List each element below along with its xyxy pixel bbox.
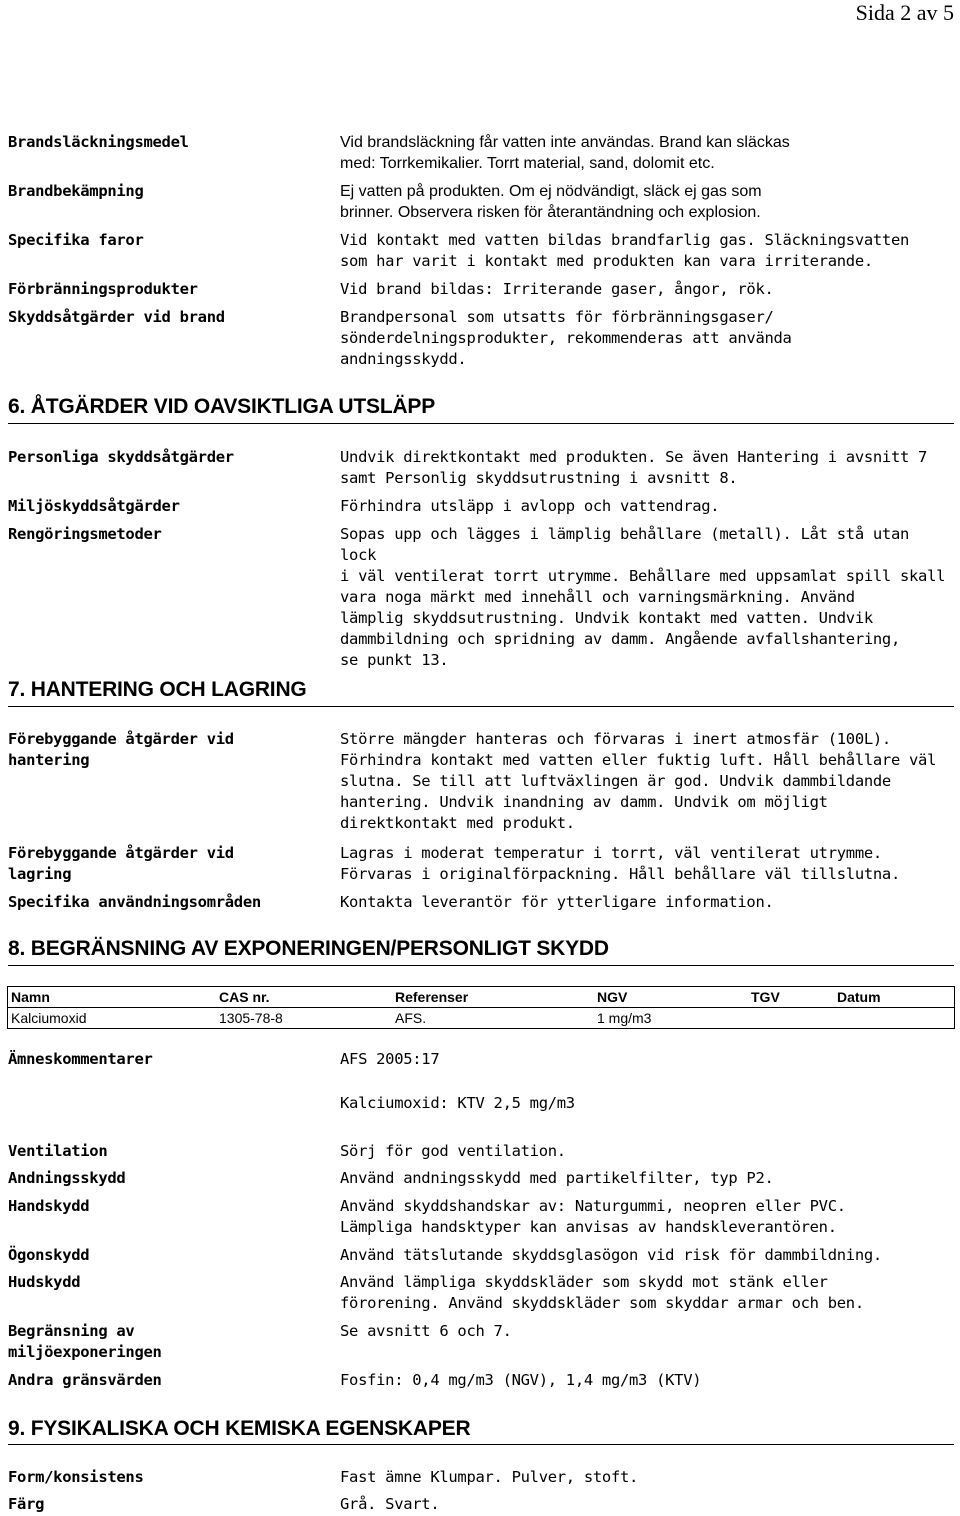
value-line: som har varit i kontakt med produkten kan vara irriterande. (340, 252, 873, 270)
row-label (8, 1321, 162, 1363)
value-line: Fast ämne Klumpar. Pulver, stoft. (340, 1468, 639, 1486)
section-divider (8, 965, 954, 966)
column-header: NGV (594, 987, 748, 1008)
row-value (340, 307, 950, 370)
label-line: hantering (8, 751, 90, 769)
value-line: samt Personlig skyddsutrustning i avsnitt 8. (340, 469, 738, 487)
value-line: slutna. Se till att luftväxlingen är god. Undvik dammbildande (340, 772, 891, 790)
value-line: Sörj för god ventilation. (340, 1142, 566, 1160)
value-line: Vid kontakt med vatten bildas brandfarlig gas. Släckningsvatten (340, 231, 910, 249)
value-line: Undvik direktkontakt med produkten. Se även Hantering i avsnitt 7 (340, 448, 928, 466)
column-header: TGV (748, 987, 834, 1008)
value-line: sönderdelningsprodukter, rekommenderas att använda (340, 329, 792, 347)
value-line: Lämpliga handsktyper kan anvisas av handskleverantören. (340, 1218, 837, 1236)
label-line: Färg (8, 1495, 45, 1513)
value-line: se punkt 13. (340, 651, 449, 669)
exposure-table (7, 986, 955, 1029)
row-value (340, 729, 950, 834)
value-line: lämplig skyddsutrustning. Undvik kontakt med vatten. Undvik (340, 609, 873, 627)
page-number: Sida 2 av 5 (855, 0, 954, 25)
value-line: direktkontakt med produkt. (340, 814, 575, 832)
column-header: Datum (834, 987, 955, 1008)
row-value (340, 132, 950, 174)
value-line: Använd skyddshandskar av: Naturgummi, neopren eller PVC. (340, 1197, 846, 1215)
table-cell: Kalciumoxid (8, 1008, 217, 1029)
section-6-title: 6. ÅTGÄRDER VID OAVSIKTLIGA UTSLÄPP (8, 395, 436, 418)
row-label: Specifika faror (8, 231, 144, 249)
row-value (340, 1467, 950, 1488)
row-label (8, 1272, 80, 1293)
table-cell (834, 1008, 955, 1029)
label-line: Form/konsistens (8, 1468, 144, 1486)
table-cell: 1305-78-8 (216, 1008, 392, 1029)
value-line: hantering. Undvik inandning av damm. Undvik om möjligt (340, 793, 828, 811)
row-value (340, 1141, 950, 1162)
value-line: Se avsnitt 6 och 7. (340, 1322, 512, 1340)
value-line: Använd tätslutande skyddsglasögon vid risk för dammbildning. (340, 1246, 882, 1264)
label-line: Handskydd (8, 1197, 90, 1215)
row-label: Skyddsåtgärder vid brand (8, 308, 225, 326)
section-divider (8, 423, 954, 424)
section-divider (8, 1444, 954, 1445)
row-value (340, 1494, 950, 1515)
value-line: andningsskydd. (340, 350, 467, 368)
row-label: Brandsläckningsmedel (8, 133, 189, 151)
row-label: Ämneskommentarer (8, 1050, 153, 1068)
label-line: miljöexponeringen (8, 1343, 162, 1361)
value-line: dammbildning och spridning av damm. Angående avfallshantering, (340, 630, 900, 648)
value-line: Brandpersonal som utsatts för förbränningsgaser/ (340, 308, 774, 326)
value-line: Använd lämpliga skyddskläder som skydd mot stänk eller (340, 1273, 828, 1291)
row-value (340, 1272, 950, 1314)
label-line: Förebyggande åtgärder vid (8, 844, 234, 862)
row-value (340, 843, 950, 885)
label-line: Andra gränsvärden (8, 1371, 162, 1389)
value-line: Ej vatten på produkten. Om ej nödvändigt, släck ej gas som (340, 183, 762, 200)
label-line: Specifika användningsområden (8, 893, 261, 911)
row-value (340, 892, 950, 913)
row-label: Förbränningsprodukter (8, 280, 198, 298)
value-line: Större mängder hanteras och förvaras i inert atmosfär (100L). (340, 730, 891, 748)
label-line: Begränsning av (8, 1322, 135, 1340)
section-8-title: 8. BEGRÄNSNING AV EXPONERINGEN/PERSONLIGT SKYDD (8, 937, 609, 960)
row-value (340, 1196, 950, 1238)
label-line: Andningsskydd (8, 1169, 126, 1187)
row-label (8, 843, 234, 885)
row-value (340, 230, 950, 272)
row-label (8, 1494, 44, 1515)
value-line: Grå. Svart. (340, 1495, 440, 1513)
value-line: Förhindra utsläpp i avlopp och vattendrag. (340, 497, 720, 515)
value-line: Vid brandsläckning får vatten inte användas. Brand kan släckas (340, 134, 790, 151)
value-line: brinner. Observera risken för återantändning och explosion. (340, 204, 761, 221)
value-line: i väl ventilerat torrt utrymme. Behållare med uppsamlat spill skall (340, 567, 946, 585)
row-label (8, 729, 234, 771)
row-label (8, 1245, 89, 1266)
row-value (340, 1370, 950, 1391)
row-label: Miljöskyddsåtgärder (8, 497, 180, 515)
row-value (340, 524, 950, 671)
table-row (8, 1008, 955, 1029)
column-header: CAS nr. (216, 987, 392, 1008)
column-header: Namn (8, 987, 217, 1008)
row-value (340, 1245, 950, 1266)
value-line: Vid brand bildas: Irriterande gaser, ångor, rök. (340, 280, 774, 298)
label-line: Ögonskydd (8, 1246, 90, 1264)
section-7-title: 7. HANTERING OCH LAGRING (8, 678, 307, 701)
column-header: Referenser (392, 987, 594, 1008)
table-header-row (8, 987, 955, 1008)
row-value (340, 496, 950, 517)
value-line: Förhindra kontakt med vatten eller fuktig luft. Håll behållare väl (340, 751, 937, 769)
row-value-extra: Kalciumoxid: KTV 2,5 mg/m3 (340, 1094, 575, 1112)
label-line: Hudskydd (8, 1273, 81, 1291)
label-line: Förebyggande åtgärder vid (8, 730, 234, 748)
label-line: lagring (8, 865, 72, 883)
row-value: AFS 2005:17 (340, 1050, 440, 1068)
row-value (340, 181, 950, 223)
row-label (8, 1168, 125, 1189)
row-label (8, 1196, 89, 1217)
section-divider (8, 706, 954, 707)
value-line: Kontakta leverantör för ytterligare information. (340, 893, 774, 911)
table-cell: 1 mg/m3 (594, 1008, 748, 1029)
value-line: med: Torrkemikalier. Torrt material, sand, dolomit etc. (340, 155, 715, 172)
row-value (340, 279, 950, 300)
value-line: Använd andningsskydd med partikelfilter, typ P2. (340, 1169, 774, 1187)
row-label (8, 1467, 143, 1488)
row-label (8, 1141, 107, 1162)
value-line: Sopas upp och lägges i lämplig behållare (metall). Låt stå utan lock (340, 525, 910, 564)
row-label (8, 892, 261, 913)
value-line: vara noga märkt med innehåll och varningsmärkning. Använd (340, 588, 855, 606)
value-line: förorening. Använd skyddskläder som skyddar armar och ben. (340, 1294, 864, 1312)
value-line: Lagras i moderat temperatur i torrt, väl ventilerat utrymme. (340, 844, 882, 862)
label-line: Ventilation (8, 1142, 108, 1160)
value-line: Förvaras i originalförpackning. Håll behållare väl tillslutna. (340, 865, 900, 883)
table-cell (748, 1008, 834, 1029)
table-cell: AFS. (392, 1008, 594, 1029)
row-value (340, 1321, 950, 1342)
row-label: Rengöringsmetoder (8, 525, 162, 543)
row-label: Personliga skyddsåtgärder (8, 448, 234, 466)
row-label (8, 1370, 162, 1391)
row-value (340, 447, 950, 489)
section-9-title: 9. FYSIKALISKA OCH KEMISKA EGENSKAPER (8, 1417, 471, 1440)
row-value (340, 1168, 950, 1189)
row-label: Brandbekämpning (8, 182, 144, 200)
value-line: Fosfin: 0,4 mg/m3 (NGV), 1,4 mg/m3 (KTV) (340, 1371, 702, 1389)
